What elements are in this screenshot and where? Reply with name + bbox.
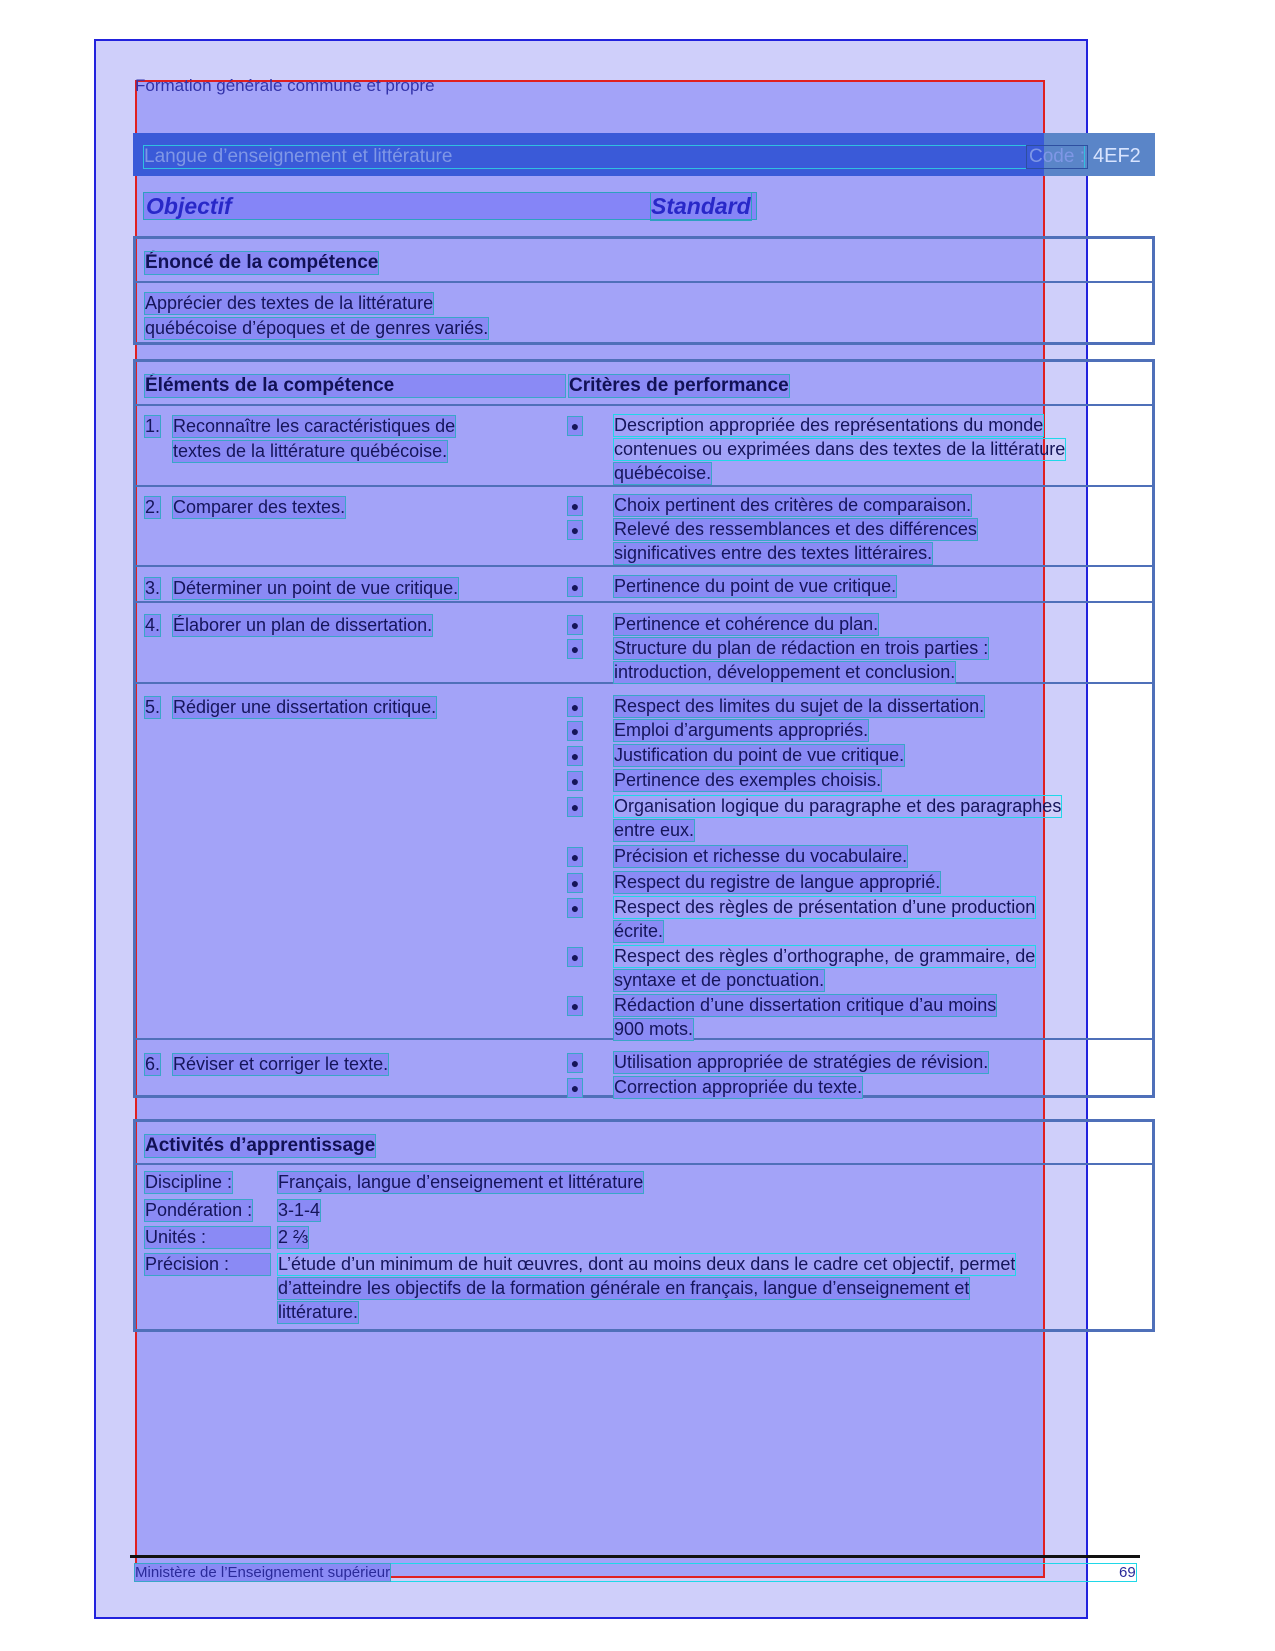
criterion-text: entre eux. bbox=[614, 820, 695, 840]
bullet-icon: ● bbox=[568, 899, 582, 917]
program-category: Formation générale commune et propre bbox=[135, 76, 435, 95]
bullet-icon: ● bbox=[568, 948, 582, 966]
statement-title: Énoncé de la compétence bbox=[145, 252, 379, 273]
criterion-text: Précision et richesse du vocabulaire. bbox=[614, 846, 908, 866]
criterion-text: Description appropriée des représentations du monde bbox=[614, 415, 1044, 435]
weighting-label: Pondération : bbox=[145, 1200, 253, 1220]
bullet-icon: ● bbox=[568, 497, 582, 515]
element-number: 2. bbox=[145, 497, 161, 517]
bullet-icon: ● bbox=[568, 798, 582, 816]
activities-title: Activités d’apprentissage bbox=[145, 1135, 376, 1156]
criterion-text: Organisation logique du paragraphe et des paragraphes bbox=[614, 796, 1062, 816]
criterion-text: Rédaction d’une dissertation critique d’au moins bbox=[614, 995, 997, 1015]
bullet-icon: ● bbox=[568, 698, 582, 716]
criterion-text: québécoise. bbox=[614, 463, 712, 483]
criterion-text: écrite. bbox=[614, 921, 664, 941]
element-text: Élaborer un plan de dissertation. bbox=[173, 615, 433, 635]
criteria-column-title: Critères de performance bbox=[569, 375, 789, 396]
objective-label: Objectif bbox=[146, 193, 232, 219]
bullet-icon: ● bbox=[568, 997, 582, 1015]
criterion-text: Relevé des ressemblances et des différences bbox=[614, 519, 977, 539]
criterion-text: Pertinence et cohérence du plan. bbox=[614, 614, 879, 634]
criterion-text: introduction, développement et conclusion. bbox=[614, 662, 956, 682]
criterion-text: Justification du point de vue critique. bbox=[614, 745, 905, 765]
element-text: Réviser et corriger le texte. bbox=[173, 1054, 389, 1074]
criterion-text: Choix pertinent des critères de comparaison. bbox=[614, 495, 972, 515]
bullet-icon: ● bbox=[568, 722, 582, 740]
row-divider bbox=[133, 485, 1155, 487]
criterion-text: Pertinence du point de vue critique. bbox=[614, 576, 897, 596]
bullet-icon: ● bbox=[568, 848, 582, 866]
criterion-text: Utilisation appropriée de stratégies de révision. bbox=[614, 1052, 989, 1072]
statement-line: Apprécier des textes de la littérature bbox=[145, 293, 434, 313]
precision-text: d’atteindre les objectifs de la formation générale en français, langue d’enseignement et bbox=[278, 1278, 970, 1298]
bullet-icon: ● bbox=[568, 578, 582, 596]
element-number: 4. bbox=[145, 615, 161, 635]
row-divider bbox=[133, 565, 1155, 567]
criterion-text: significatives entre des textes littéraires. bbox=[614, 543, 933, 563]
criterion-text: Emploi d’arguments appropriés. bbox=[614, 720, 869, 740]
bullet-icon: ● bbox=[568, 1079, 582, 1097]
criterion-text: Respect des limites du sujet de la dissertation. bbox=[614, 696, 985, 716]
criterion-text: Respect des règles de présentation d’une production bbox=[614, 897, 1036, 917]
discipline-value: Français, langue d’enseignement et littérature bbox=[278, 1172, 644, 1192]
precision-label: Précision : bbox=[145, 1254, 270, 1275]
course-code-label: Code : bbox=[1029, 146, 1085, 167]
precision-text: L’étude d’un minimum de huit œuvres, dont au moins deux dans le cadre cet objectif, permet bbox=[278, 1254, 1016, 1274]
footer-rule bbox=[130, 1555, 1140, 1558]
bullet-icon: ● bbox=[568, 417, 582, 435]
footer-ministry: Ministère de l’Enseignement supérieur bbox=[135, 1564, 391, 1581]
criterion-text: Pertinence des exemples choisis. bbox=[614, 770, 882, 790]
elements-column-title: Éléments de la compétence bbox=[145, 375, 565, 397]
weighting-value: 3-1-4 bbox=[278, 1200, 321, 1220]
row-divider bbox=[133, 601, 1155, 603]
discipline-label: Discipline : bbox=[145, 1172, 233, 1192]
bullet-icon: ● bbox=[568, 874, 582, 892]
element-number: 6. bbox=[145, 1054, 161, 1074]
bullet-icon: ● bbox=[568, 772, 582, 790]
element-number: 1. bbox=[145, 416, 161, 436]
units-value: 2 ⅔ bbox=[278, 1227, 309, 1247]
units-label: Unités : bbox=[145, 1227, 270, 1248]
criterion-text: contenues ou exprimées dans des textes de la littérature bbox=[614, 439, 1066, 459]
bullet-icon: ● bbox=[568, 521, 582, 539]
precision-text: littérature. bbox=[278, 1302, 359, 1322]
criterion-text: Respect des règles d’orthographe, de grammaire, de bbox=[614, 946, 1036, 966]
page-number: 69 bbox=[1119, 1564, 1136, 1581]
element-number: 5. bbox=[145, 697, 161, 717]
course-title: Langue d’enseignement et littérature bbox=[144, 146, 453, 167]
element-text: Rédiger une dissertation critique. bbox=[173, 697, 437, 717]
bullet-icon: ● bbox=[568, 747, 582, 765]
element-text: Déterminer un point de vue critique. bbox=[173, 578, 459, 598]
element-text: textes de la littérature québécoise. bbox=[173, 441, 448, 461]
statement-divider bbox=[133, 281, 1155, 283]
element-number: 3. bbox=[145, 578, 161, 598]
bullet-icon: ● bbox=[568, 616, 582, 634]
row-divider bbox=[133, 404, 1155, 406]
bullet-icon: ● bbox=[568, 1054, 582, 1072]
criterion-text: syntaxe et de ponctuation. bbox=[614, 970, 825, 990]
element-text: Comparer des textes. bbox=[173, 497, 346, 517]
element-text: Reconnaître les caractéristiques de bbox=[173, 416, 456, 436]
statement-line: québécoise d’époques et de genres variés. bbox=[145, 318, 489, 338]
criterion-text: Structure du plan de rédaction en trois parties : bbox=[614, 638, 989, 658]
criterion-text: Respect du registre de langue approprié. bbox=[614, 872, 941, 892]
activities-divider bbox=[133, 1163, 1155, 1165]
criterion-text: Correction appropriée du texte. bbox=[614, 1077, 863, 1097]
criterion-text: 900 mots. bbox=[614, 1019, 694, 1039]
standard-label: Standard bbox=[651, 193, 751, 219]
course-code-value: 4EF2 bbox=[1093, 145, 1141, 167]
bullet-icon: ● bbox=[568, 640, 582, 658]
